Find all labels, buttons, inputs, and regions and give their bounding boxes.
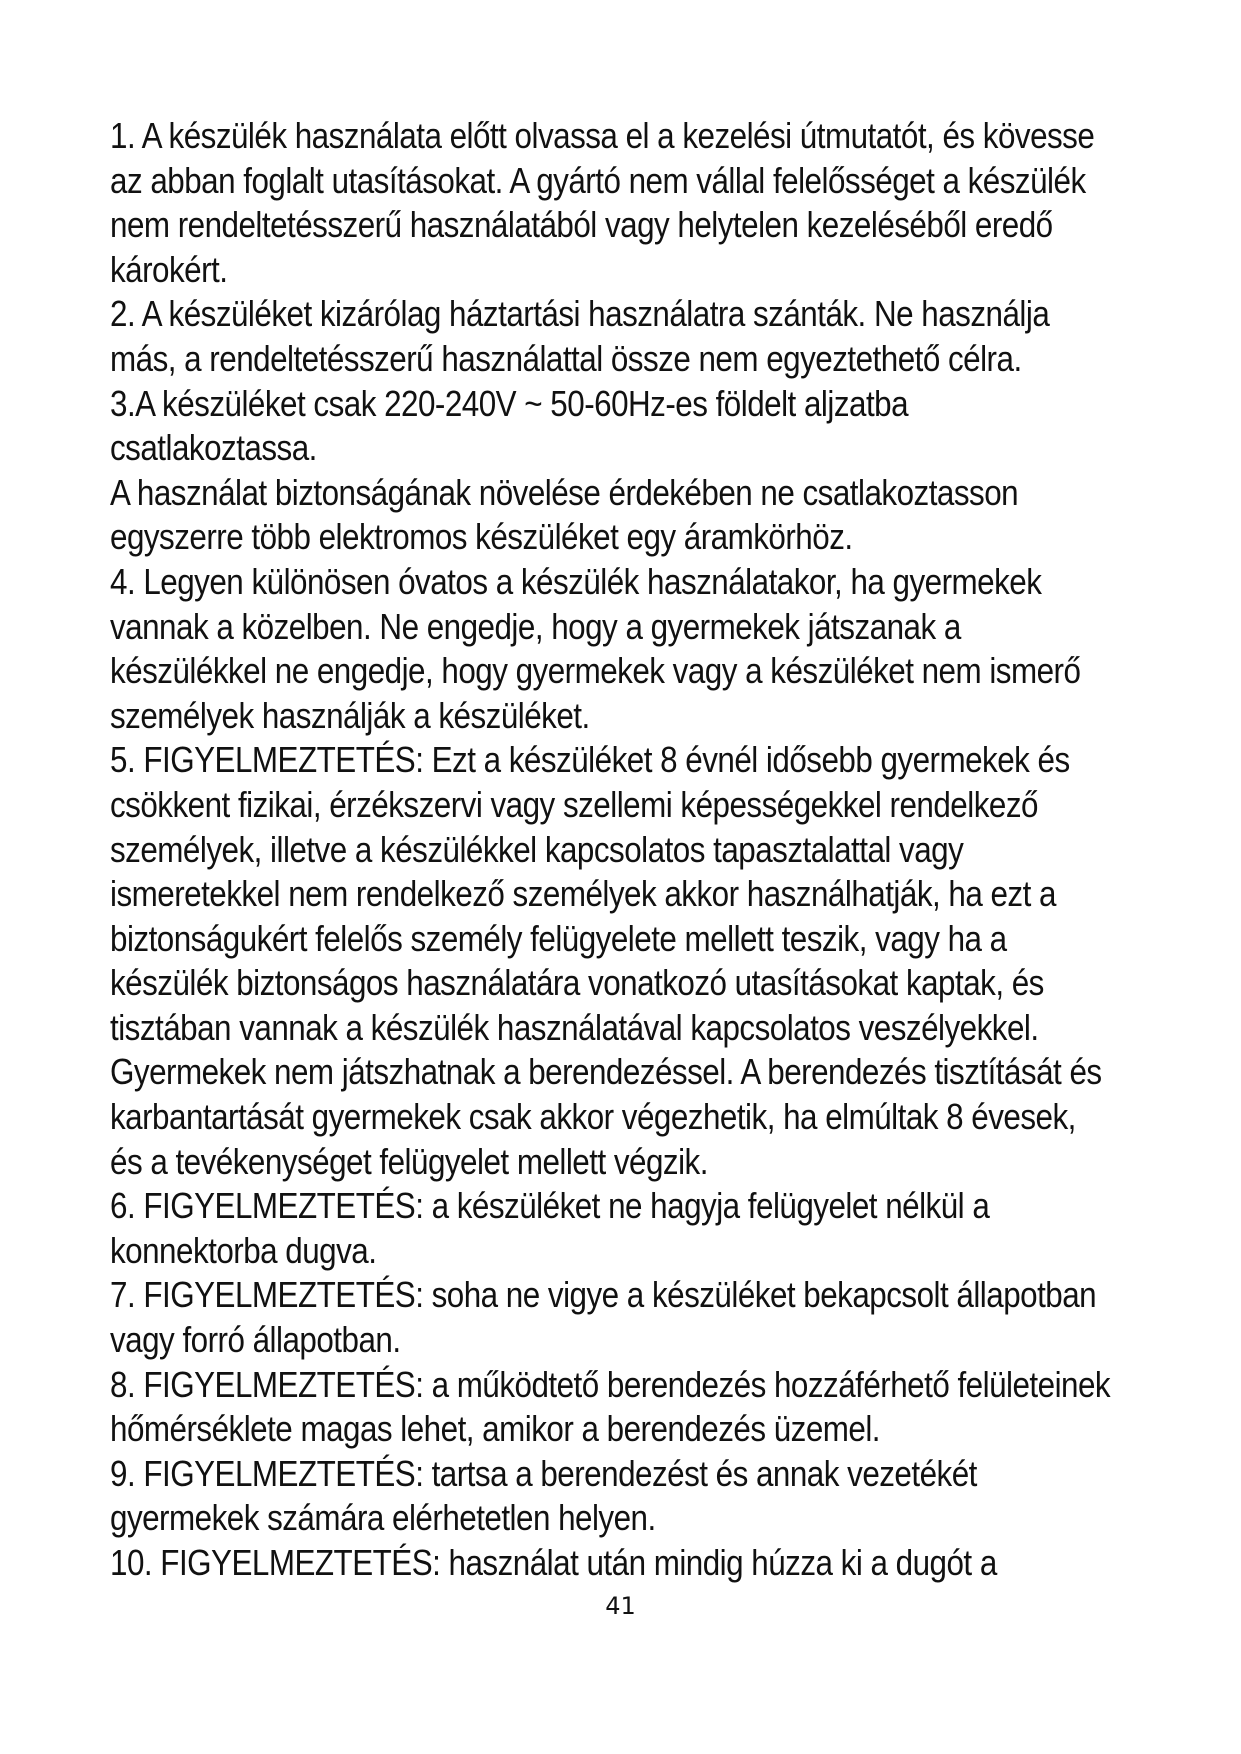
text-line: konnektorba dugva. <box>110 1229 377 1271</box>
text-line: 10. FIGYELMEZTETÉS: használat után mindig húzza ki a dugót a <box>110 1542 997 1583</box>
instructions-text <box>110 114 1189 1586</box>
text-line: 8. FIGYELMEZTETÉS: a működtető berendezés hozzáférhető felületeinek <box>110 1363 1111 1405</box>
text-line: vagy forró állapotban. <box>110 1319 401 1361</box>
text-line: 3.A készüléket csak 220-240V ~ 50-60Hz-es földelt aljzatba <box>110 382 909 424</box>
text-line: 1. A készülék használata előtt olvassa el a kezelési útmutatót, és kövesse <box>110 115 1095 156</box>
text-line: 6. FIGYELMEZTETÉS: a készüléket ne hagyja felügyelet nélkül a <box>110 1185 990 1227</box>
text-line: 9. FIGYELMEZTETÉS: tartsa a berendezést és annak vezetékét <box>110 1452 977 1494</box>
text-line: az abban foglalt utasításokat. A gyártó nem vállal felelősséget a készülék <box>110 159 1086 201</box>
text-line: és a tevékenységet felügyelet mellett végzik. <box>110 1140 708 1182</box>
text-line: készülék biztonságos használatára vonatkozó utasításokat kaptak, és <box>110 962 1044 1004</box>
text-line: egyszerre több elektromos készüléket egy áramkörhöz. <box>110 516 853 558</box>
text-line: 2. A készüléket kizárólag háztartási használatra szánták. Ne használja <box>110 293 1050 335</box>
text-line: készülékkel ne engedje, hogy gyermekek vagy a készüléket nem ismerő <box>110 650 1081 692</box>
text-line: károkért. <box>110 248 228 290</box>
text-line: gyermekek számára elérhetetlen helyen. <box>110 1497 656 1539</box>
text-line: karbantartását gyermekek csak akkor végezhetik, ha elmúltak 8 évesek, <box>110 1096 1076 1138</box>
text-line: személyek, illetve a készülékkel kapcsolatos tapasztalattal vagy <box>110 828 964 870</box>
text-line: csökkent fizikai, érzékszervi vagy szellemi képességekkel rendelkező <box>110 783 1038 825</box>
page-number: 41 <box>605 1592 636 1620</box>
text-line: 4. Legyen különösen óvatos a készülék használatakor, ha gyermekek <box>110 560 1042 602</box>
text-line: A használat biztonságának növelése érdekében ne csatlakoztasson <box>110 471 1019 513</box>
text-line: más, a rendeltetésszerű használattal össze nem egyeztethető célra. <box>110 337 1022 379</box>
text-line: csatlakoztassa. <box>110 427 317 469</box>
text-line: 7. FIGYELMEZTETÉS: soha ne vigye a készüléket bekapcsolt állapotban <box>110 1274 1097 1316</box>
text-line: személyek használják a készüléket. <box>110 694 590 736</box>
text-line: ismeretekkel nem rendelkező személyek akkor használhatják, ha ezt a <box>110 873 1056 915</box>
text-line: biztonságukért felelős személy felügyelete mellett teszik, vagy ha a <box>110 917 1007 959</box>
text-line: hőmérséklete magas lehet, amikor a berendezés üzemel. <box>110 1408 881 1450</box>
text-line: vannak a közelben. Ne engedje, hogy a gyermekek játszanak a <box>110 605 961 647</box>
text-line: Gyermekek nem játszhatnak a berendezéssel. A berendezés tisztítását és <box>110 1051 1102 1093</box>
text-line: nem rendeltetésszerű használatából vagy helytelen kezeléséből eredő <box>110 204 1053 246</box>
text-line: tisztában vannak a készülék használatával kapcsolatos veszélyekkel. <box>110 1006 1039 1048</box>
text-line: 5. FIGYELMEZTETÉS: Ezt a készüléket 8 évnél idősebb gyermekek és <box>110 739 1070 781</box>
